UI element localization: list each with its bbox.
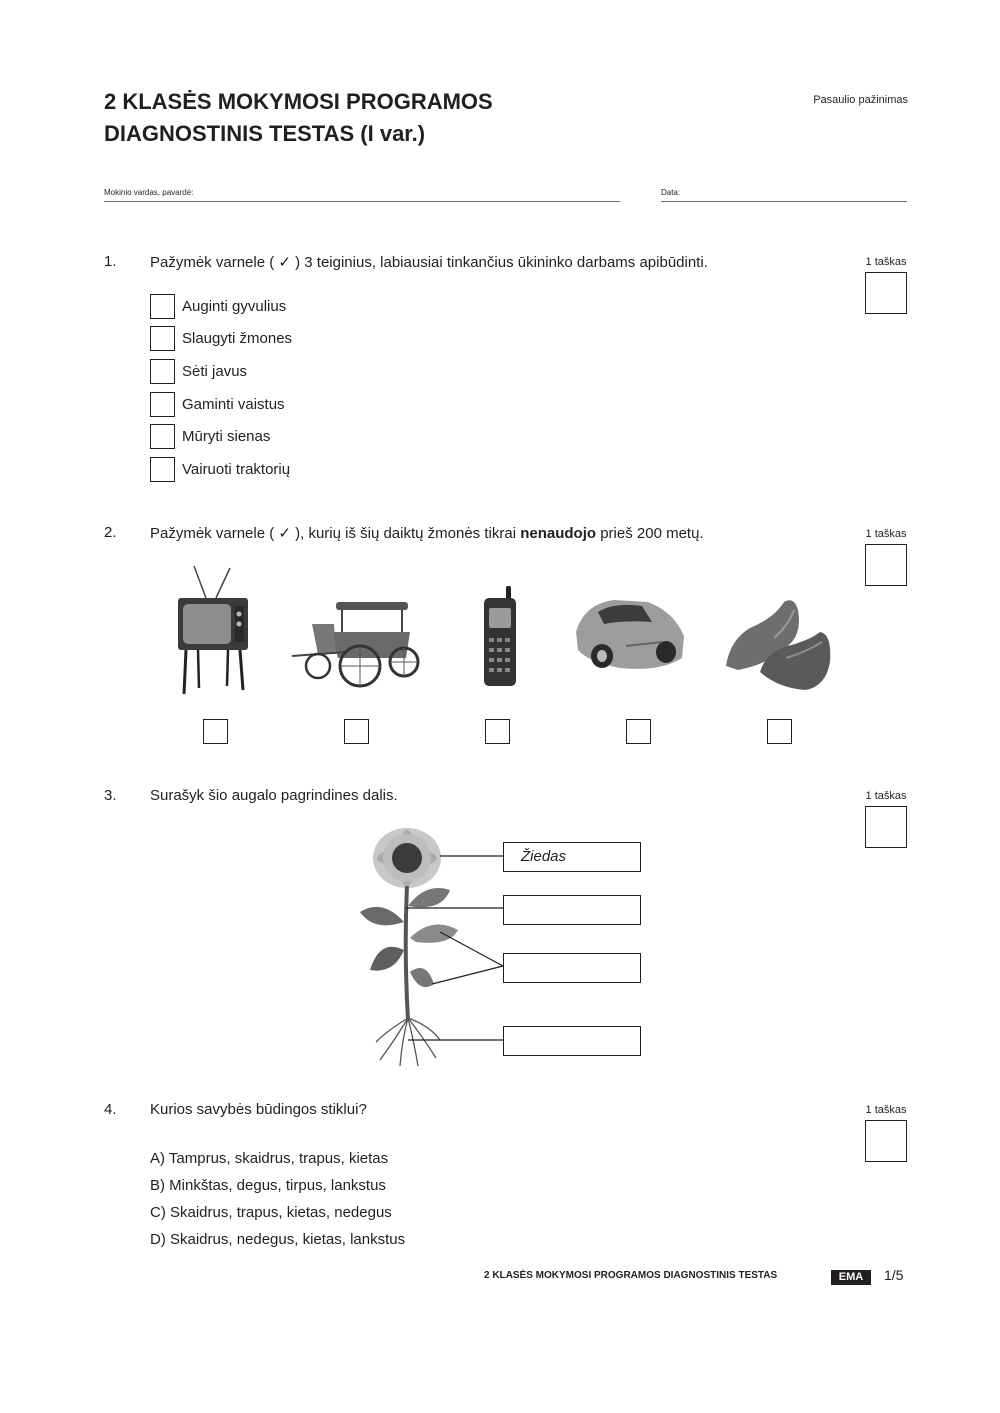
question-3-number: 3. <box>104 787 117 804</box>
question-1-number: 1. <box>104 253 117 270</box>
carriage-image <box>290 562 420 697</box>
title-line-1: 2 KLASĖS MOKYMOSI PROGRAMOS <box>104 89 493 114</box>
publisher-logo: EMA <box>831 1270 871 1285</box>
option-label: Mūryti sienas <box>182 428 271 445</box>
question-2-score-box <box>865 544 907 586</box>
option-checkbox[interactable] <box>150 326 175 351</box>
question-2-emphasis: nenaudojo <box>520 525 597 542</box>
answer-option[interactable]: B) Minkštas, degus, tirpus, lankstus <box>150 1177 386 1194</box>
question-1-score-box <box>865 272 907 314</box>
label-box[interactable] <box>503 1026 641 1056</box>
date-line[interactable] <box>661 201 907 202</box>
label-box-text: Žiedas <box>521 848 567 865</box>
student-name-label: Mokinio vardas, pavardė: <box>104 188 194 197</box>
question-1-text: Pažymėk varnele ( ✓ ) 3 teiginius, labiausiai tinkančius ūkininko darbams apibūdinti. <box>150 254 708 271</box>
label-box[interactable] <box>503 953 641 983</box>
page-title <box>104 86 493 150</box>
option-checkbox[interactable] <box>150 294 175 319</box>
item-checkbox[interactable] <box>767 719 792 744</box>
option-checkbox[interactable] <box>150 424 175 449</box>
mobile-phone-image <box>478 562 520 697</box>
page-number: 1/5 <box>884 1267 904 1283</box>
subject-label: Pasaulio pažinimas <box>813 94 908 106</box>
item-checkbox[interactable] <box>344 719 369 744</box>
question-2-text-start: Pažymėk varnele ( ✓ ), kurių iš šių daiktų žmonės tikrai <box>150 525 521 542</box>
question-3-text: Surašyk šio augalo pagrindines dalis. <box>150 787 398 804</box>
question-3-points: 1 taškas <box>865 790 907 802</box>
option-label: Sėti javus <box>182 363 248 380</box>
question-2-text-end: prieš 200 metų. <box>596 525 704 542</box>
item-checkbox[interactable] <box>626 719 651 744</box>
sunflower-head <box>373 828 441 888</box>
television-image <box>168 562 258 697</box>
option-label: Auginti gyvulius <box>182 298 287 315</box>
wooden-clogs-image <box>722 562 834 697</box>
sunflower-leaves <box>360 888 458 987</box>
footer-title: 2 KLASĖS MOKYMOSI PROGRAMOS DIAGNOSTINIS TESTAS <box>484 1270 778 1281</box>
title-line-2: DIAGNOSTINIS TESTAS (I var.) <box>104 121 426 146</box>
date-label: Data: <box>661 188 681 197</box>
item-checkbox[interactable] <box>203 719 228 744</box>
question-4-number: 4. <box>104 1101 117 1118</box>
option-label: Slaugyti žmones <box>182 330 293 347</box>
question-4-points: 1 taškas <box>865 1104 907 1116</box>
sports-car-image <box>570 562 690 697</box>
question-3-score-box <box>865 806 907 848</box>
item-checkbox[interactable] <box>485 719 510 744</box>
label-box[interactable] <box>503 895 641 925</box>
option-label: Vairuoti traktorių <box>182 461 291 478</box>
question-2-number: 2. <box>104 524 117 541</box>
question-1-points: 1 taškas <box>865 256 907 268</box>
question-4-score-box <box>865 1120 907 1162</box>
student-name-line[interactable] <box>104 201 620 202</box>
option-checkbox[interactable] <box>150 359 175 384</box>
sunflower-roots <box>376 1018 440 1066</box>
answer-option[interactable]: A) Tamprus, skaidrus, trapus, kietas <box>150 1150 389 1167</box>
question-4-text: Kurios savybės būdingos stiklui? <box>150 1101 367 1118</box>
answer-option[interactable]: C) Skaidrus, trapus, kietas, nedegus <box>150 1204 392 1221</box>
option-label: Gaminti vaistus <box>182 396 285 413</box>
question-2-points: 1 taškas <box>865 528 907 540</box>
option-checkbox[interactable] <box>150 457 175 482</box>
question-2-text <box>150 524 704 542</box>
answer-option[interactable]: D) Skaidrus, nedegus, kietas, lankstus <box>150 1231 406 1248</box>
option-checkbox[interactable] <box>150 392 175 417</box>
label-box[interactable] <box>503 842 641 872</box>
